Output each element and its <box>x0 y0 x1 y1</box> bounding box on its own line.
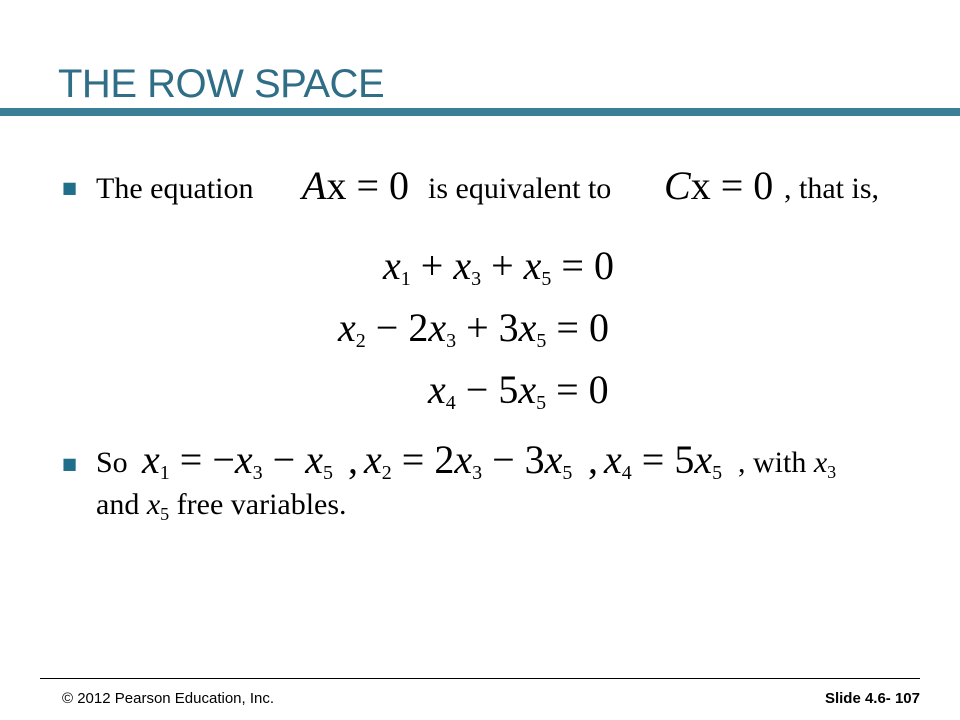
title-underline <box>0 108 960 116</box>
footer-rule <box>40 678 920 679</box>
equation-cx-eq-0 <box>664 162 773 209</box>
eq2-c: C <box>664 163 691 208</box>
bullet1-prefix: The equation <box>96 172 254 205</box>
system-line-3: $x_4 - 5x_5 = 0$ <box>428 367 609 414</box>
eq1-rhs: = 0 <box>356 163 409 208</box>
solution-sep-2: , <box>588 437 598 482</box>
footer-copyright: © 2012 Pearson Education, Inc. <box>62 690 275 707</box>
solution-x2: $x_2 = 2x_3 - 3x_5$ <box>364 437 573 484</box>
bullet-square-icon: ■ <box>62 454 78 473</box>
eq1-x: x <box>326 163 347 208</box>
solution-x4: $x_4 = 5x_5$ <box>604 437 723 484</box>
system-line-2: $x_2 - 2x_3 + 3x_5 = 0$ <box>338 305 609 352</box>
bullet2-with <box>738 446 836 483</box>
var-x3: x <box>813 446 828 479</box>
var-x5: x <box>146 488 161 521</box>
solution-sep-1: , <box>348 437 358 482</box>
solution-x1: $x_1 = -x_3 - x_5$ <box>142 437 333 484</box>
bullet2-rest: free variables. <box>176 488 347 521</box>
equation-ax-eq-0 <box>302 162 409 209</box>
bullet2-prefix: So <box>96 446 128 479</box>
var-x3-sub: 3 <box>827 462 837 482</box>
eq2-rhs: = 0 <box>720 163 774 208</box>
bullet1-suffix: , that is, <box>784 172 879 205</box>
system-line-1: $x_1 + x_3 + x_5 = 0$ <box>383 243 614 290</box>
eq1-a: A <box>302 163 327 208</box>
bullet2-and: and <box>96 488 140 521</box>
bullet1-middle: is equivalent to <box>428 172 612 205</box>
eq2-x: x <box>690 163 711 208</box>
bullet2-with-label: , with <box>738 446 807 479</box>
slide-title: THE ROW SPACE <box>58 62 385 106</box>
footer-slide-number: Slide 4.6- 107 <box>824 690 920 707</box>
bullet-square-icon: ■ <box>62 178 78 197</box>
var-x5-sub: 5 <box>160 504 170 524</box>
bullet2-line2 <box>96 488 347 525</box>
